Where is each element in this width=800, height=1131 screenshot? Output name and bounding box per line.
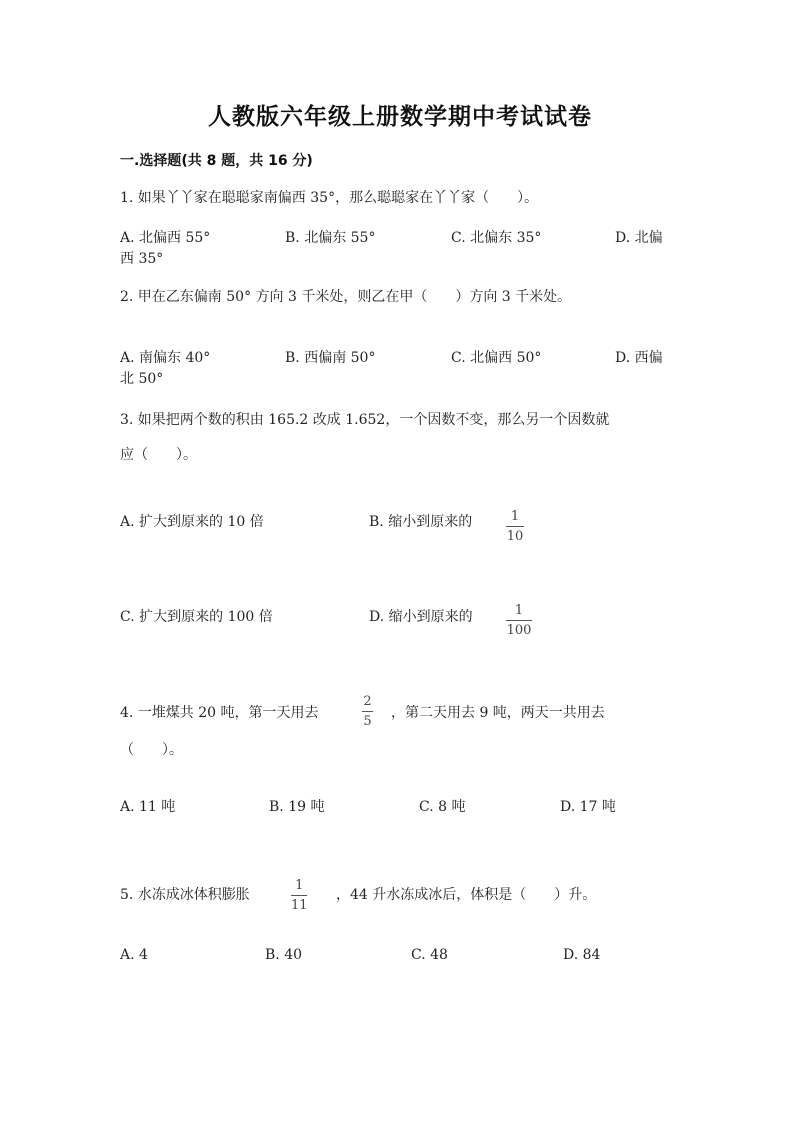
question-2-option-d: D. 西偏 — [615, 350, 663, 366]
question-3-text-line-2: 应（ ）。 — [120, 447, 197, 463]
question-3-text-line-1: 3. 如果把两个数的积由 165.2 改成 1.652，一个因数不变，那么另一个因数就 — [120, 412, 610, 428]
question-4-text-line-2: （ ）。 — [120, 742, 183, 758]
question-2-option-d-continued: 北 50° — [120, 371, 164, 387]
question-1-option-b: B. 北偏东 55° — [285, 230, 376, 246]
question-1-option-a: A. 北偏西 55° — [120, 230, 211, 246]
question-2-option-b: B. 西偏南 50° — [285, 350, 376, 366]
question-2-text: 2. 甲在乙东偏南 50° 方向 3 千米处，则乙在甲（ ）方向 3 千米处。 — [120, 289, 572, 305]
question-4-option-d: D. 17 吨 — [560, 799, 616, 815]
question-5-text-part-1: 5. 水冻成冰体积膨胀 — [120, 887, 250, 903]
question-4-option-c: C. 8 吨 — [419, 799, 466, 815]
question-4-text-part-2: ，第二天用去 9 吨，两天一共用去 — [391, 705, 605, 721]
fraction-denominator: 10 — [506, 529, 524, 544]
question-4-option-b: B. 19 吨 — [269, 799, 325, 815]
question-1-option-d-continued: 西 35° — [120, 251, 164, 267]
question-1-option-c: C. 北偏东 35° — [451, 230, 542, 246]
question-3-option-d: D. 缩小到原来的 — [369, 609, 473, 625]
fraction-denominator: 100 — [506, 623, 532, 638]
section-heading: 一.选择题(共 8 题，共 16 分) — [120, 153, 313, 169]
fraction-numerator: 1 — [510, 509, 520, 524]
fraction-numerator: 1 — [295, 878, 304, 893]
question-5-text-part-2: ，44 升水冻成冰后，体积是（ ）升。 — [336, 887, 597, 903]
fraction-numerator: 1 — [514, 603, 524, 618]
fraction-denominator: 11 — [291, 898, 308, 913]
question-1-text: 1. 如果丫丫家在聪聪家南偏西 35°，那么聪聪家在丫丫家（ ）。 — [120, 190, 539, 206]
fraction-denominator: 5 — [363, 714, 372, 729]
question-1-option-d: D. 北偏 — [615, 230, 663, 246]
fraction-bar — [506, 620, 532, 621]
question-3-option-c: C. 扩大到原来的 100 倍 — [120, 609, 273, 625]
question-2-option-a: A. 南偏东 40° — [120, 350, 211, 366]
fraction-numerator: 2 — [363, 694, 372, 709]
question-5-fraction — [291, 879, 308, 913]
question-2-option-c: C. 北偏西 50° — [451, 350, 542, 366]
question-4-option-a: A. 11 吨 — [120, 799, 176, 815]
question-3-option-b-fraction — [506, 510, 524, 544]
question-5-option-b: B. 40 — [265, 947, 303, 963]
question-3-option-b: B. 缩小到原来的 — [369, 514, 473, 530]
question-3-option-d-fraction — [506, 604, 532, 638]
question-4-fraction — [362, 695, 373, 729]
question-4-text-part-1: 4. 一堆煤共 20 吨，第一天用去 — [120, 705, 319, 721]
page-title: 人教版六年级上册数学期中考试试卷 — [208, 104, 592, 130]
question-5-option-d: D. 84 — [563, 947, 601, 963]
question-5-option-c: C. 48 — [411, 947, 448, 963]
fraction-bar — [506, 526, 524, 527]
question-3-option-a: A. 扩大到原来的 10 倍 — [120, 514, 264, 530]
question-5-option-a: A. 4 — [120, 947, 148, 963]
fraction-bar — [362, 711, 373, 712]
fraction-bar — [291, 895, 307, 896]
